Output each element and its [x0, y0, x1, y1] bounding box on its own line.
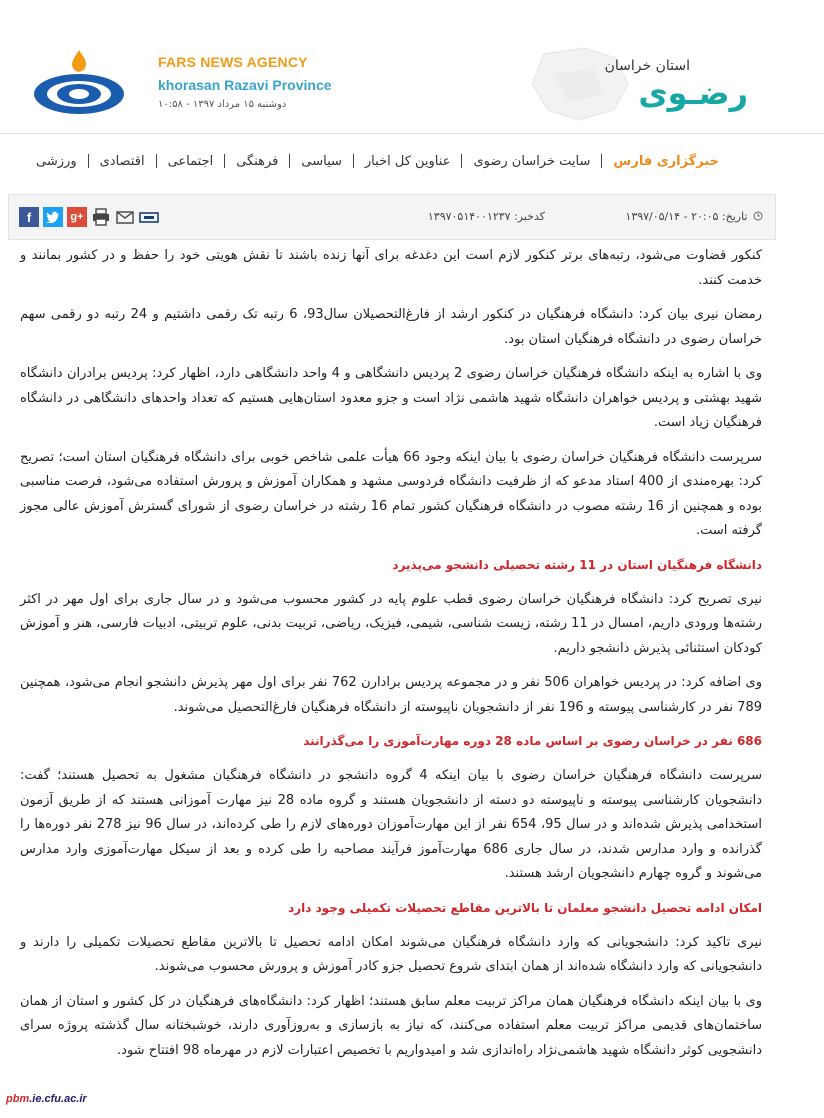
article-meta-bar: [8, 194, 776, 240]
nav-fars[interactable]: خبرگزاری فارس: [613, 153, 719, 169]
nav-separator: [353, 154, 354, 168]
article-date: [625, 210, 763, 223]
article-paragraph: وی با بیان اینکه دانشگاه فرهنگیان همان مراکز تربیت معلم سابق هستند؛ اظهار کرد: دانشگاه‌های فرهنگیان در کل کشور و استان از همان ساختمان‌های قدیمی مراکز تربیت معلم استفاده می‌کنند، که نیاز به بازسازی و به‌روزآوری دارند، خوشبختانه سال گذشته پروژه سرای دانشجویی کوثر دانشگاه شهید هاشمی‌نژاد راه‌اندازی شد و امیدواریم با تخصیص اعتبارات لازم در مهرماه 98 افتتاح شود.: [20, 993, 762, 1058]
province-map: [524, 44, 634, 124]
article-subheading: 686 نفر در خراسان رضوی بر اساس ماده 28 دوره مهارت‌آموزی را می‌گذرانند: [303, 734, 762, 748]
article-paragraph: سرپرست دانشگاه فرهنگیان خراسان رضوی با بیان اینکه 4 گروه دانشجو در دانشگاه فرهنگیان مشغول به تحصیل هستند؛ گفت: دانشجویان کارشناسی پیوسته و ناپیوسته دو دسته از دانشجویان هستند و گروه ماده 28 نیز مهارت آموزانی هستند که از طریق آزمون استخدامی پذیرش شده‌اند و در سال 95، 654 نفر از این مهارت‌آموزان دوره‌های لازم را طی کرده‌اند، در سال 96 نیز 278 نفر دوره‌ها را گذرانده و وارد مدارس شدند، در سال جاری 686 مهارت‌آموز فرآیند مصاحبه را طی کرده و بعد از سیکل مهارت‌آموزی وارد مدارس می‌شوند و گروه چهارم دانشجویان ارشد هستند.: [20, 768, 762, 881]
twitter-icon[interactable]: [43, 207, 63, 227]
article-paragraph: رمضان نیری بیان کرد: دانشگاه فرهنگیان در کنکور ارشد از فارغ‌التحصیلان سال93، 6 رتبه تک رقمی داشتیم و 24 رتبه دو رقمی سهم خراسان رضوی در دانشگاه فرهنگیان استان بود.: [20, 307, 763, 347]
nav-sports[interactable]: ورزشی: [36, 153, 77, 169]
nav-political[interactable]: سیاسی: [301, 153, 342, 169]
url-prefix: pbm: [6, 1093, 30, 1105]
article-subheading: امکان ادامه تحصیل دانشجو معلمان تا بالاترین مقاطع تحصیلات تکمیلی وجود دارد: [288, 900, 762, 915]
article-date-text: تاریخ: ۲۰:۰۵ - ۱۳۹۷/۰۵/۱۴: [625, 210, 748, 223]
article-paragraph: وی با اشاره به اینکه دانشگاه فرهنگیان خراسان رضوی 2 پردیس دانشگاهی و 4 واحد دانشگاهی دارد، اظهار کرد: پردیس برادران دانشگاه شهید بهشتی و پردیس خواهران دانشگاه شهید هاشمی نژاد است و جزو معدود استان‌هایی هستیم که تعداد واحدهای دانشگاهی در دانشگاه فرهنگیان زیاد است.: [20, 366, 762, 430]
article-paragraph: وی اضافه کرد: در پردیس خواهران 506 نفر و در مجموعه پردیس برادارن 762 نفر برای اول مهر پذیرش دانشجو انجام می‌شود، همچنین 789 نفر در کارشناسی پیوسته و 196 نفر از دانشجویان ناپیوسته از دانشگاه فرهنگیان فارغ‌التحصیل می‌شوند.: [20, 675, 762, 715]
google-plus-icon[interactable]: g+: [67, 207, 87, 227]
nav-khorasan-site[interactable]: سایت خراسان رضوی: [473, 153, 591, 169]
province-brand: [524, 40, 824, 132]
header-date: دوشنبه ۱۵ مرداد ۱۳۹۷ - ۱۰:۵۸: [158, 99, 287, 110]
nav-cultural[interactable]: فرهنگی: [236, 153, 279, 169]
article-paragraph: نیری تصریح کرد: دانشگاه فرهنگیان خراسان رضوی قطب علوم پایه در کشور محسوب می‌شود و در سال جاری برای اول مهر در اکثر رشته‌ها ورودی داریم، امسال در 11 رشته، زیست شناسی، شیمی، فیزیک، ریاضی، تربیت بدنی، علوم تربیتی، ادبیات فارسی، هنر و آموزش کودکان استثنائی پذیرش دانشجو داریم.: [20, 591, 762, 656]
agency-block: [158, 54, 332, 110]
email-icon[interactable]: [115, 207, 135, 227]
article-subheading: دانشگاه فرهنگیان استان در 11 رشته تحصیلی دانشجو می‌پذیرد: [392, 557, 762, 572]
agency-name: FARS NEWS AGENCY: [158, 54, 308, 70]
province-title: رضـوی: [638, 74, 748, 112]
site-header: [0, 40, 824, 132]
article-code: کدخبر: ۱۳۹۷۰۵۱۴۰۰۱۲۳۷: [427, 210, 545, 223]
nav-economic[interactable]: اقتصادی: [99, 153, 145, 169]
nav-separator: [156, 154, 157, 168]
article-paragraph: نیری تاکید کرد: دانشجویانی که وارد دانشگاه فرهنگیان می‌شوند امکان ادامه تحصیل تا بالاترین مقاطع تحصیلات تکمیلی را دارند و دانشجویانی که وارد دانشگاه شده‌اند از همان ابتدای شروع تحصیل جزو کادر آموزش و پرورش محسوب می‌شوند.: [20, 934, 762, 974]
print-icon[interactable]: [91, 207, 111, 227]
nav-separator: [224, 154, 225, 168]
site-url-watermark: [0, 1090, 92, 1110]
article-paragraph: کنکور قضاوت می‌شود، رتبه‌های برتر کنکور لازم است این دغدغه برای آنها زنده باشند تا نقش هویتی خود را حفظ و در کشور بمانند و خدمت کنند.: [20, 248, 762, 288]
clock-icon: [753, 211, 763, 221]
agency-province: khorasan Razavi Province: [158, 77, 332, 93]
nav-social[interactable]: اجتماعی: [167, 153, 214, 169]
header-divider: [0, 133, 824, 134]
nav-separator: [461, 154, 462, 168]
link-icon[interactable]: [139, 207, 159, 227]
share-toolbar: [19, 207, 159, 227]
province-label: استان خراسان: [604, 58, 690, 74]
url-domain: .ie.cfu.ac.ir: [29, 1093, 87, 1105]
nav-all-headlines[interactable]: عناوین کل اخبار: [364, 153, 451, 169]
article-paragraph: سرپرست دانشگاه فرهنگیان خراسان رضوی با بیان اینکه وجود 66 هیأت علمی شاخص خوبی برای دانشگاه فرهنگیان استان است؛ تصریح کرد: بهره‌مندی از 400 استاد مدعو که از ظرفیت دانشگاه فردوسی مشهد و همکاران آموزش و پرورش استفاده می‌شود، فرصت مناسبی بوده و همچنین از 16 رشته مصوب در دانشگاه فرهنگیان کشور تمام 16 رشته در خراسان رضوی از شورای گسترش آموزش عالی مجوز گرفته است.: [20, 449, 762, 538]
nav-separator: [289, 154, 290, 168]
fars-logo[interactable]: [32, 48, 126, 118]
main-nav: [0, 136, 824, 186]
nav-separator: [88, 154, 89, 168]
article-body: [20, 244, 762, 1073]
nav-separator: [601, 154, 602, 168]
facebook-icon[interactable]: f: [19, 207, 39, 227]
